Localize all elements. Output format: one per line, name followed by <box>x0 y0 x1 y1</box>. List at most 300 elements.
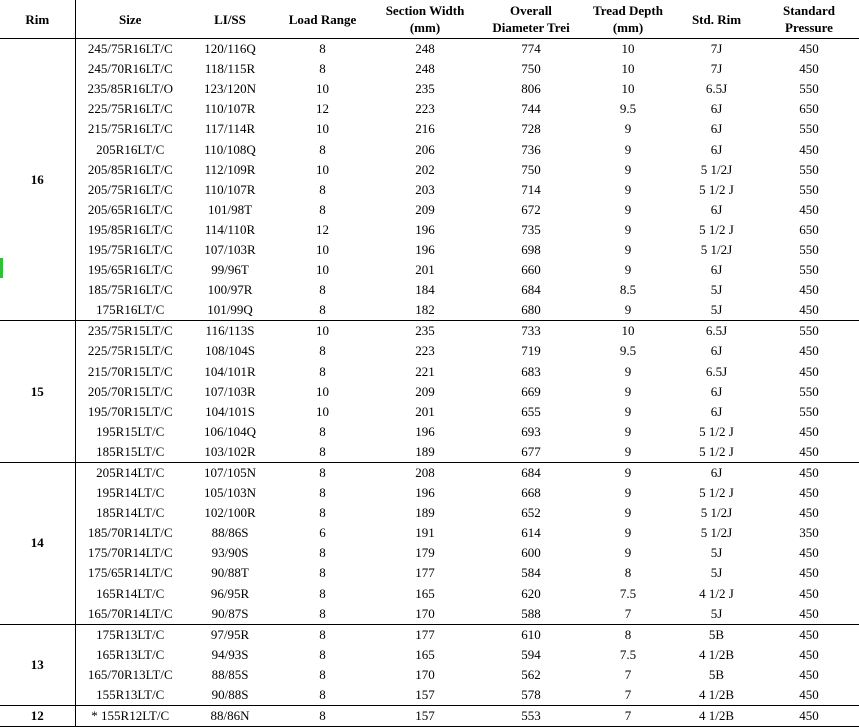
cell-li-ss: 110/108Q <box>204 141 256 157</box>
cell-section-width: 235 <box>415 323 435 339</box>
cell-li-ss: 101/98T <box>207 201 253 217</box>
cell-overall-diameter: 584 <box>521 565 541 581</box>
header-tread-depth-line2: (mm) <box>612 20 644 35</box>
cell-load-range: 8 <box>319 141 326 157</box>
cell-size: 205R14LT/C <box>96 465 165 481</box>
cell-section-width: 221 <box>415 363 435 379</box>
cell-load-range: 10 <box>316 161 329 177</box>
cell-std-rim: 4 1/2 J <box>699 585 734 601</box>
cell-overall-diameter: 553 <box>480 706 582 727</box>
header-load-range: Load Range <box>275 0 370 39</box>
cell-size: 195R14LT/C <box>96 485 165 501</box>
cell-size: 205R16LT/C <box>96 141 165 157</box>
rim-group-cell: 16 <box>0 39 75 321</box>
cell-size: 205/75R16LT/C <box>87 181 173 197</box>
cell-size: 195R15LT/C <box>96 423 165 439</box>
cell-tread-depth: 7 <box>582 604 674 625</box>
cell-std-rim: 5 1/2 J <box>699 221 734 237</box>
cell-li-ss: 112/109R <box>204 161 256 177</box>
cell-size: 185R15LT/C <box>75 442 185 463</box>
cell-section-width: 203 <box>415 181 435 197</box>
cell-section-width: 184 <box>415 282 435 298</box>
header-overall-diameter <box>480 0 582 39</box>
cell-li-ss: 107/105N <box>204 465 256 481</box>
cell-std-rim: 4 1/2B <box>674 685 759 706</box>
cell-overall-diameter: 614 <box>521 525 541 541</box>
cell-tread-depth: 9 <box>624 403 632 419</box>
cell-load-range: 8 <box>275 604 370 625</box>
table-body <box>0 39 859 727</box>
cell-tread-depth: 9 <box>624 161 632 177</box>
table-row <box>0 160 859 180</box>
cell-li-ss: 90/88S <box>185 685 275 706</box>
cell-tread-depth: 10 <box>621 41 635 57</box>
table-row <box>0 280 859 300</box>
cell-standard-pressure: 350 <box>799 525 819 541</box>
cell-overall-diameter: 672 <box>521 201 541 217</box>
cell-size: 185/75R16LT/C <box>87 282 173 298</box>
cell-section-width: 209 <box>415 383 435 399</box>
cell-std-rim: 4 1/2B <box>674 706 759 727</box>
cell-std-rim: 5J <box>710 282 723 298</box>
cell-li-ss: 118/115R <box>204 61 256 77</box>
cell-section-width: 206 <box>415 141 435 157</box>
cell-li-ss: 120/116Q <box>204 41 256 57</box>
cell-standard-pressure: 450 <box>799 646 819 662</box>
cell-load-range: 8 <box>319 646 326 662</box>
cell-load-range: 10 <box>316 81 329 97</box>
cell-overall-diameter: 774 <box>521 41 541 57</box>
cell-section-width: 177 <box>415 565 435 581</box>
cell-std-rim: 7J <box>710 41 723 57</box>
cell-load-range: 8 <box>319 545 326 561</box>
cell-load-range: 8 <box>319 423 326 439</box>
table-row <box>0 99 859 119</box>
cell-load-range: 8 <box>319 565 326 581</box>
cell-li-ss: 114/110R <box>204 221 256 237</box>
cell-li-ss: 103/102R <box>185 442 275 463</box>
cell-li-ss: 88/85S <box>211 666 249 682</box>
cell-li-ss: 108/104S <box>205 343 255 359</box>
rim-group-cell: 14 <box>0 462 75 624</box>
table-row <box>0 139 859 159</box>
cell-section-width: 191 <box>415 525 435 541</box>
cell-std-rim: 5B <box>708 666 725 682</box>
header-standard-pressure-line1: Standard <box>782 3 836 18</box>
cell-standard-pressure: 450 <box>799 343 819 359</box>
cell-overall-diameter: 750 <box>521 61 541 77</box>
cell-overall-diameter: 677 <box>480 442 582 463</box>
cell-std-rim: 5 1/2 J <box>699 181 734 197</box>
cell-std-rim: 6J <box>710 262 723 278</box>
table-row <box>0 604 859 625</box>
cell-tread-depth: 8.5 <box>619 282 637 298</box>
cell-overall-diameter: 683 <box>521 363 541 379</box>
cell-load-range: 8 <box>319 666 326 682</box>
cell-li-ss: 117/114R <box>204 121 256 137</box>
cell-tread-depth: 7.5 <box>619 646 637 662</box>
cell-li-ss: 94/93S <box>211 646 249 662</box>
header-section-width <box>370 0 480 39</box>
cell-tread-depth: 7.5 <box>619 585 637 601</box>
cell-std-rim: 4 1/2B <box>698 646 735 662</box>
cell-li-ss: 101/99Q <box>185 300 275 321</box>
cell-tread-depth: 9 <box>624 141 632 157</box>
cell-overall-diameter: 684 <box>521 465 541 481</box>
header-std-rim: Std. Rim <box>674 0 759 39</box>
header-section-width-line1: Section Width <box>385 3 465 18</box>
table-row <box>0 706 859 727</box>
cell-li-ss: 96/95R <box>210 585 250 601</box>
cell-overall-diameter: 610 <box>521 626 541 642</box>
table-row <box>0 624 859 645</box>
table-row <box>0 462 859 483</box>
cell-section-width: 157 <box>370 706 480 727</box>
table-row <box>0 200 859 220</box>
cell-size: 235/85R16LT/O <box>87 81 173 97</box>
cell-section-width: 248 <box>415 41 435 57</box>
cell-standard-pressure: 550 <box>799 121 819 137</box>
cell-std-rim: 6J <box>710 141 723 157</box>
cell-size: 245/70R16LT/C <box>87 61 173 77</box>
cell-overall-diameter: 714 <box>521 181 541 197</box>
cell-std-rim: 5 1/2 J <box>674 442 759 463</box>
header-li-ss: LI/SS <box>185 0 275 39</box>
cell-size: 155R13LT/C <box>75 685 185 706</box>
cell-size: 165R14LT/C <box>96 585 165 601</box>
cell-size: 185/70R14LT/C <box>87 525 173 541</box>
cell-standard-pressure: 550 <box>799 181 819 197</box>
cell-tread-depth: 9 <box>624 505 632 521</box>
cell-section-width: 189 <box>415 505 435 521</box>
cell-section-width: 179 <box>415 545 435 561</box>
cell-load-range: 8 <box>319 585 326 601</box>
cell-overall-diameter: 735 <box>521 221 541 237</box>
cell-tread-depth: 9 <box>624 201 632 217</box>
cell-load-range: 8 <box>319 181 326 197</box>
cell-std-rim: 6J <box>710 403 723 419</box>
table-row <box>0 543 859 563</box>
cell-standard-pressure: 450 <box>759 604 859 625</box>
cell-std-rim: 5J <box>674 300 759 321</box>
cell-size: 205/85R16LT/C <box>87 161 173 177</box>
table-row <box>0 180 859 200</box>
cell-standard-pressure: 550 <box>799 262 819 278</box>
cell-size: 205/70R15LT/C <box>87 383 173 399</box>
cell-tread-depth: 10 <box>621 81 635 97</box>
cell-tread-depth: 7 <box>582 685 674 706</box>
cell-std-rim: 5J <box>674 604 759 625</box>
cell-overall-diameter: 578 <box>480 685 582 706</box>
table-row <box>0 422 859 442</box>
cell-li-ss: 107/103R <box>204 241 256 257</box>
cell-tread-depth: 10 <box>621 323 635 339</box>
cell-load-range: 10 <box>316 323 329 339</box>
cell-li-ss: 99/96T <box>211 262 249 278</box>
header-row <box>0 0 859 39</box>
cell-tread-depth: 8 <box>624 565 632 581</box>
cell-tread-depth: 9 <box>582 300 674 321</box>
table-row <box>0 240 859 260</box>
cell-load-range: 8 <box>319 282 326 298</box>
cell-section-width: 177 <box>415 626 435 642</box>
cell-load-range: 10 <box>316 121 329 137</box>
cell-tread-depth: 9 <box>624 181 632 197</box>
cell-std-rim: 6J <box>710 465 723 481</box>
cell-std-rim: 5 1/2J <box>700 161 733 177</box>
cell-size: 225/75R16LT/C <box>87 101 173 117</box>
table-row <box>0 321 859 342</box>
header-tread-depth-line1: Tread Depth <box>593 3 663 18</box>
cell-standard-pressure: 550 <box>799 81 819 97</box>
table-row <box>0 645 859 665</box>
cell-tread-depth: 10 <box>621 61 635 77</box>
cell-std-rim: 6J <box>710 121 723 137</box>
cell-li-ss: 100/97R <box>207 282 253 298</box>
cell-size: 215/70R15LT/C <box>87 363 173 379</box>
cell-standard-pressure: 550 <box>799 403 819 419</box>
cell-standard-pressure: 450 <box>799 465 819 481</box>
cell-tread-depth: 9 <box>624 485 632 501</box>
cell-size: 195/70R15LT/C <box>87 403 173 419</box>
cell-load-range: 8 <box>319 201 326 217</box>
cell-load-range: 8 <box>275 706 370 727</box>
table-row <box>0 584 859 604</box>
cell-tread-depth: 9 <box>624 525 632 541</box>
cell-standard-pressure: 450 <box>799 282 819 298</box>
cell-standard-pressure: 450 <box>799 545 819 561</box>
cell-size: 175/65R14LT/C <box>87 565 173 581</box>
cell-li-ss: 93/90S <box>211 545 249 561</box>
cell-overall-diameter: 668 <box>521 485 541 501</box>
cell-overall-diameter: 806 <box>521 81 541 97</box>
cell-load-range: 8 <box>275 300 370 321</box>
cell-li-ss: 116/113S <box>205 323 255 339</box>
cell-section-width: 170 <box>415 666 435 682</box>
cell-size: 205/65R16LT/C <box>87 201 173 217</box>
cell-li-ss: 106/104Q <box>204 423 256 439</box>
cell-load-range: 10 <box>316 262 329 278</box>
cell-overall-diameter: 588 <box>480 604 582 625</box>
cell-li-ss: 97/95R <box>210 626 250 642</box>
cell-overall-diameter: 600 <box>521 545 541 561</box>
cell-load-range: 12 <box>316 101 329 117</box>
header-overall-diameter-line2: Diameter Trei <box>492 20 570 35</box>
cell-overall-diameter: 693 <box>521 423 541 439</box>
cell-load-range: 12 <box>316 221 329 237</box>
cell-overall-diameter: 698 <box>521 241 541 257</box>
cell-li-ss: 123/120N <box>204 81 256 97</box>
cell-tread-depth: 9 <box>624 262 632 278</box>
cell-section-width: 157 <box>370 685 480 706</box>
cell-overall-diameter: 744 <box>521 101 541 117</box>
cell-size: 245/75R16LT/C <box>87 41 173 57</box>
table-row <box>0 300 859 321</box>
table-row <box>0 119 859 139</box>
table-row <box>0 442 859 463</box>
cell-size: 195/65R16LT/C <box>87 262 173 278</box>
cell-tread-depth: 9 <box>624 241 632 257</box>
cell-size: 225/75R15LT/C <box>87 343 173 359</box>
header-standard-pressure <box>759 0 859 39</box>
cell-standard-pressure: 450 <box>799 485 819 501</box>
cell-std-rim: 6J <box>710 101 723 117</box>
cell-standard-pressure: 550 <box>799 323 819 339</box>
cell-overall-diameter: 733 <box>521 323 541 339</box>
cell-li-ss: 88/86S <box>211 525 249 541</box>
cell-section-width: 196 <box>415 423 435 439</box>
cell-std-rim: 5 1/2 J <box>699 485 734 501</box>
cell-overall-diameter: 660 <box>521 262 541 278</box>
cell-li-ss: 110/107R <box>204 101 256 117</box>
cell-std-rim: 6J <box>710 201 723 217</box>
cell-section-width: 248 <box>415 61 435 77</box>
cell-tread-depth: 9 <box>624 383 632 399</box>
cell-load-range: 8 <box>319 626 326 642</box>
cell-standard-pressure: 450 <box>799 666 819 682</box>
header-overall-diameter-line1: Overall <box>510 3 552 18</box>
cell-section-width: 165 <box>415 646 435 662</box>
cell-std-rim: 6.5J <box>705 323 728 339</box>
cell-std-rim: 5J <box>710 545 723 561</box>
cell-std-rim: 5B <box>708 626 725 642</box>
cell-tread-depth: 9 <box>624 465 632 481</box>
cell-section-width: 201 <box>415 403 435 419</box>
cell-load-range: 8 <box>319 505 326 521</box>
cell-load-range: 10 <box>316 383 329 399</box>
cell-standard-pressure: 550 <box>799 161 819 177</box>
table-row <box>0 382 859 402</box>
cell-size: * 155R12LT/C <box>75 706 185 727</box>
cell-li-ss: 107/103R <box>204 383 256 399</box>
cell-section-width: 202 <box>415 161 435 177</box>
header-section-width-line2: (mm) <box>409 20 441 35</box>
cell-li-ss: 90/87S <box>185 604 275 625</box>
cell-tread-depth: 7 <box>582 706 674 727</box>
cell-overall-diameter: 684 <box>521 282 541 298</box>
table-row <box>0 260 859 280</box>
cell-tread-depth: 7 <box>624 666 632 682</box>
table-row <box>0 523 859 543</box>
cell-tread-depth: 9 <box>624 121 632 137</box>
cell-overall-diameter: 562 <box>521 666 541 682</box>
cell-load-range: 8 <box>275 685 370 706</box>
cell-std-rim: 6J <box>710 383 723 399</box>
cell-overall-diameter: 728 <box>521 121 541 137</box>
cell-overall-diameter: 719 <box>521 343 541 359</box>
cell-standard-pressure: 450 <box>799 363 819 379</box>
table-row <box>0 362 859 382</box>
cell-size: 195/75R16LT/C <box>87 241 173 257</box>
cell-std-rim: 6.5J <box>705 363 728 379</box>
cell-tread-depth: 8 <box>624 626 632 642</box>
cell-size: 165R13LT/C <box>96 646 165 662</box>
cell-section-width: 196 <box>415 485 435 501</box>
cell-section-width: 196 <box>415 241 435 257</box>
cell-overall-diameter: 736 <box>521 141 541 157</box>
table-row <box>0 402 859 422</box>
cell-standard-pressure: 650 <box>799 101 819 117</box>
cell-load-range: 10 <box>316 403 329 419</box>
cell-std-rim: 6.5J <box>705 81 728 97</box>
table-row <box>0 563 859 583</box>
cell-load-range: 8 <box>319 61 326 77</box>
header-standard-pressure-line2: Pressure <box>785 20 833 35</box>
cell-std-rim: 5 1/2J <box>700 505 733 521</box>
cell-li-ss: 105/103N <box>204 485 256 501</box>
cell-overall-diameter: 680 <box>480 300 582 321</box>
cell-std-rim: 5 1/2J <box>700 241 733 257</box>
cell-std-rim: 5J <box>710 565 723 581</box>
cell-size: 175R13LT/C <box>96 626 165 642</box>
cell-standard-pressure: 450 <box>799 61 819 77</box>
cell-tread-depth: 9 <box>624 363 632 379</box>
header-size: Size <box>75 0 185 39</box>
cell-section-width: 216 <box>415 121 435 137</box>
header-rim: Rim <box>0 0 75 39</box>
cell-section-width: 223 <box>415 101 435 117</box>
cell-std-rim: 6J <box>710 343 723 359</box>
cell-section-width: 165 <box>415 585 435 601</box>
header-tread-depth <box>582 0 674 39</box>
cell-standard-pressure: 550 <box>799 241 819 257</box>
table-row <box>0 79 859 99</box>
cell-li-ss: 102/100R <box>204 505 256 521</box>
cell-size: 235/75R15LT/C <box>87 323 173 339</box>
cell-standard-pressure: 450 <box>799 41 819 57</box>
table-row <box>0 483 859 503</box>
table-row <box>0 220 859 240</box>
rim-group-cell: 15 <box>0 321 75 463</box>
cell-standard-pressure: 450 <box>799 423 819 439</box>
cell-standard-pressure: 650 <box>799 221 819 237</box>
cell-load-range: 8 <box>319 485 326 501</box>
cell-section-width: 201 <box>415 262 435 278</box>
cell-standard-pressure: 450 <box>799 565 819 581</box>
cell-size: 175R16LT/C <box>75 300 185 321</box>
row-marker <box>0 258 3 278</box>
table-row <box>0 341 859 361</box>
cell-std-rim: 5 1/2 J <box>699 423 734 439</box>
cell-section-width: 189 <box>370 442 480 463</box>
cell-li-ss: 110/107R <box>204 181 256 197</box>
cell-size: 215/75R16LT/C <box>87 121 173 137</box>
cell-load-range: 8 <box>319 363 326 379</box>
cell-tread-depth: 9 <box>624 221 632 237</box>
cell-load-range: 8 <box>319 41 326 57</box>
cell-section-width: 208 <box>415 465 435 481</box>
cell-standard-pressure: 450 <box>799 505 819 521</box>
cell-standard-pressure: 450 <box>759 300 859 321</box>
cell-standard-pressure: 450 <box>799 626 819 642</box>
cell-size: 195/85R16LT/C <box>87 221 173 237</box>
cell-li-ss: 104/101S <box>205 403 255 419</box>
cell-load-range: 8 <box>319 465 326 481</box>
cell-size: 175/70R14LT/C <box>87 545 173 561</box>
table-row <box>0 39 859 60</box>
cell-standard-pressure: 450 <box>759 685 859 706</box>
cell-standard-pressure: 450 <box>799 141 819 157</box>
cell-standard-pressure: 450 <box>799 201 819 217</box>
cell-overall-diameter: 652 <box>521 505 541 521</box>
cell-load-range: 8 <box>319 343 326 359</box>
cell-section-width: 223 <box>415 343 435 359</box>
cell-li-ss: 88/86N <box>185 706 275 727</box>
cell-section-width: 196 <box>415 221 435 237</box>
cell-size: 185R14LT/C <box>96 505 165 521</box>
cell-load-range: 6 <box>319 525 326 541</box>
table-row <box>0 59 859 79</box>
